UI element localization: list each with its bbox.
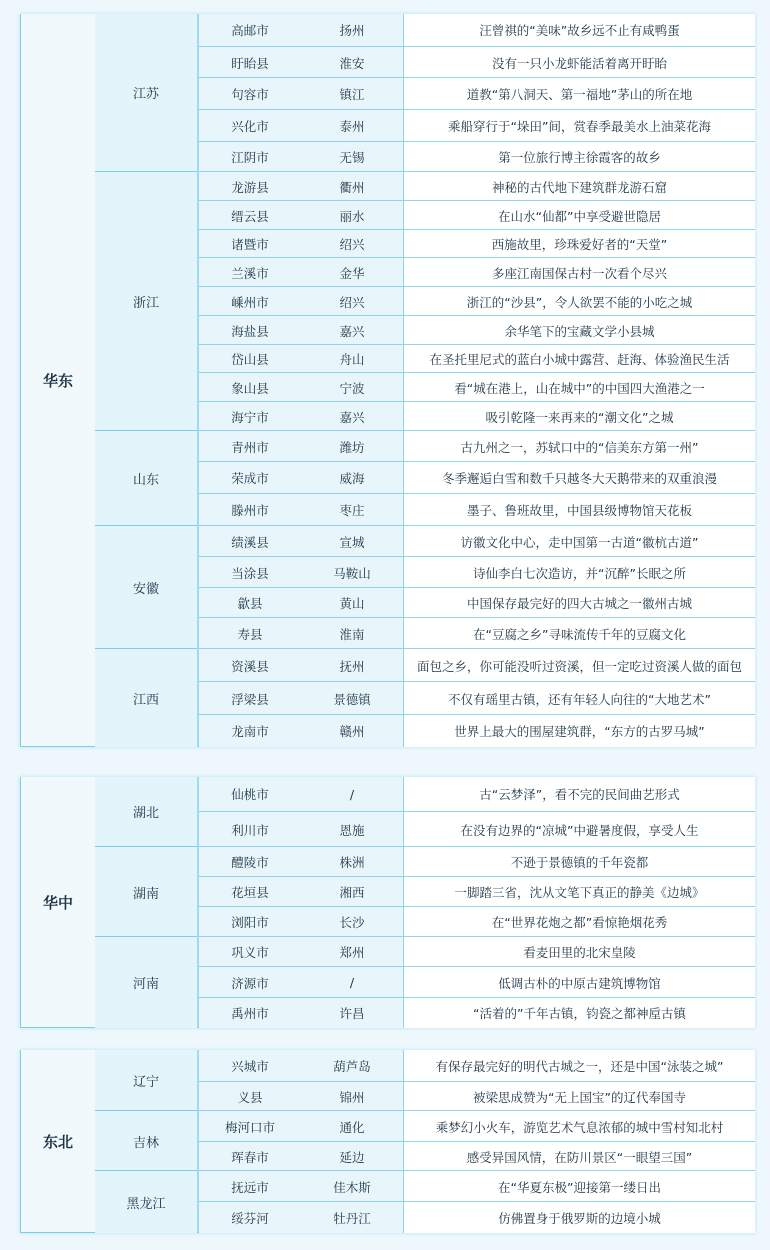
description-cell: 访徽文化中心，走中国第一古道“徽杭古道” — [403, 526, 755, 557]
province-label: 河南 — [95, 936, 197, 1028]
county-cell: 句容市 — [231, 87, 269, 102]
city-cell: 枣庄 — [339, 503, 365, 518]
description-cell: 被梁思成赞为“无上国宝”的辽代奉国寺 — [403, 1082, 755, 1111]
county-cell: 兰溪市 — [231, 265, 269, 281]
description-cell: 多座江南国保古村一次看个尽兴 — [403, 258, 755, 287]
county-cell: 浏阳市 — [231, 915, 269, 930]
city-cell: 泰州 — [339, 119, 365, 134]
county-cell: 滕州市 — [231, 503, 269, 518]
description-cell: 看麦田里的北宋皇陵 — [403, 937, 755, 967]
description-cell: 中国保存最完好的四大古城之一徽州古城 — [403, 588, 755, 618]
column-divider — [197, 14, 199, 746]
county-cell: 岱山县 — [231, 352, 269, 367]
county-cell: 海宁市 — [231, 409, 269, 425]
city-cell: 宁波 — [339, 380, 365, 396]
city-cell: 嘉兴 — [339, 323, 365, 339]
table-row — [199, 430, 755, 462]
region-section — [20, 14, 755, 747]
table-row — [199, 14, 755, 46]
region-section — [20, 1050, 755, 1233]
province-label: 山东 — [95, 430, 197, 526]
region-label: 华中 — [21, 777, 95, 1027]
table-row — [199, 461, 755, 494]
city-cell: / — [349, 975, 355, 990]
city-cell: 无锡 — [339, 150, 365, 165]
province-label: 浙江 — [95, 171, 197, 431]
table-row — [199, 1110, 755, 1142]
city-cell: 株洲 — [339, 855, 365, 870]
table-row — [199, 286, 755, 316]
county-cell: 龙游县 — [231, 179, 269, 195]
county-cell: 兴城市 — [231, 1058, 269, 1074]
description-cell: 看“城在港上，山在城中”的中国四大渔港之一 — [403, 373, 755, 402]
county-cell: 资溪县 — [231, 658, 269, 674]
city-cell: 绍兴 — [339, 294, 365, 310]
table-row — [199, 229, 755, 258]
city-cell: 佳木斯 — [333, 1179, 371, 1195]
county-cell: 盱眙县 — [231, 55, 269, 71]
table-row — [199, 200, 755, 230]
table-row — [199, 966, 755, 998]
description-cell: 一脚踏三省，沈从文笔下真正的静美《边城》 — [403, 877, 755, 907]
city-cell: 抚州 — [339, 658, 365, 674]
county-cell: 浮梁县 — [231, 691, 269, 707]
description-cell: 仿佛置身于俄罗斯的边境小城 — [403, 1202, 755, 1233]
city-cell: 淮南 — [339, 626, 365, 642]
county-cell: 歙县 — [237, 596, 263, 611]
description-cell: 没有一只小龙虾能活着离开盱眙 — [403, 47, 755, 78]
description-cell: 诗仙李白七次造访，并“沉醉”长眠之所 — [403, 557, 755, 588]
description-cell: 神秘的古代地下建筑群龙游石窟 — [403, 172, 755, 201]
county-cell: 荣成市 — [231, 471, 269, 486]
column-divider — [197, 777, 199, 1027]
region-label: 华东 — [21, 14, 95, 746]
county-cell: 利川市 — [231, 822, 269, 838]
region-label: 东北 — [21, 1050, 95, 1232]
table-row — [199, 777, 755, 811]
city-cell: 镇江 — [339, 87, 365, 102]
table-row — [199, 714, 755, 747]
county-cell: 梅河口市 — [224, 1119, 275, 1135]
city-cell: 丽水 — [339, 208, 365, 224]
county-cell: 嵊州市 — [231, 294, 269, 310]
city-cell: 锦州 — [339, 1089, 365, 1105]
county-cell: 巩义市 — [231, 945, 269, 960]
city-cell: 金华 — [339, 265, 365, 281]
county-cell: 兴化市 — [231, 119, 269, 134]
province-label: 江西 — [95, 648, 197, 747]
table-row — [199, 811, 755, 847]
description-cell: 世界上最大的围屋建筑群，“东方的古罗马城” — [403, 715, 755, 747]
city-cell: 衢州 — [339, 179, 365, 195]
description-cell: 乘船穿行于“垛田”间，赏春季最美水上油菜花海 — [403, 110, 755, 142]
county-cell: 禹州市 — [231, 1006, 269, 1021]
county-cell: 寿县 — [237, 626, 263, 642]
table-row — [199, 109, 755, 142]
table-row — [199, 1050, 755, 1081]
description-cell: 在“豆腐之乡”寻味流传千年的豆腐文化 — [403, 618, 755, 649]
table-row — [199, 1170, 755, 1202]
city-cell: 湘西 — [339, 885, 365, 900]
city-cell: 延边 — [339, 1149, 365, 1165]
table-row — [199, 77, 755, 110]
table-row — [199, 617, 755, 649]
province-label: 吉林 — [95, 1110, 197, 1171]
table-row — [199, 876, 755, 907]
province-label: 湖南 — [95, 846, 197, 937]
description-cell: 乘梦幻小火车，游览艺术气息浓郁的城中雪村知北村 — [403, 1111, 755, 1142]
description-cell: 感受异国风情，在防川景区“一眼望三国” — [403, 1142, 755, 1171]
county-cell: 象山县 — [231, 380, 269, 396]
description-cell: 在“世界花炮之都”看惊艳烟花秀 — [403, 907, 755, 937]
county-cell: 海盐县 — [231, 323, 269, 339]
province-label: 黑龙江 — [95, 1170, 197, 1233]
city-cell: 牡丹江 — [333, 1210, 371, 1226]
city-cell: 恩施 — [339, 822, 365, 838]
region-section — [20, 777, 755, 1028]
description-cell: 面包之乡，你可能没听过资溪，但一定吃过资溪人做的面包 — [403, 649, 755, 682]
city-cell: 许昌 — [339, 1006, 365, 1021]
county-cell: 绩溪县 — [231, 534, 269, 550]
description-cell: 在“华夏东极”迎接第一缕日出 — [403, 1171, 755, 1202]
description-cell: 余华笔下的宝藏文学小县城 — [403, 316, 755, 345]
table-row — [199, 1081, 755, 1111]
description-cell: 在山水“仙都”中享受避世隐居 — [403, 201, 755, 230]
city-cell: 宣城 — [339, 534, 365, 550]
city-cell: 黄山 — [339, 596, 365, 611]
table-row — [199, 372, 755, 402]
description-cell: “活着的”千年古镇，钧瓷之都神垕古镇 — [403, 998, 755, 1028]
table-row — [199, 1201, 755, 1233]
province-label: 江苏 — [95, 14, 197, 171]
county-cell: 当涂县 — [231, 565, 269, 581]
county-cell: 缙云县 — [231, 208, 269, 224]
city-cell: 通化 — [339, 1119, 365, 1135]
county-cell: 珲春市 — [231, 1149, 269, 1165]
table-row — [199, 525, 755, 557]
table-row — [199, 997, 755, 1028]
description-cell: 墨子、鲁班故里，中国县级博物馆天花板 — [403, 494, 755, 526]
table-row — [199, 681, 755, 715]
county-cell: 青州市 — [231, 439, 269, 455]
table-row — [199, 1141, 755, 1171]
province-label: 湖北 — [95, 777, 197, 846]
description-cell: 古“云梦泽”，看不完的民间曲艺形式 — [403, 777, 755, 811]
description-cell: 有保存最完好的明代古城之一，还是中国“泳装之城” — [403, 1050, 755, 1081]
table-row — [199, 587, 755, 618]
table-row — [199, 46, 755, 78]
description-cell: 在没有边界的“凉城”中避暑度假，享受人生 — [403, 812, 755, 847]
description-cell: 西施故里，珍珠爱好者的“天堂” — [403, 230, 755, 258]
county-cell: 高邮市 — [231, 23, 269, 38]
city-cell: 马鞍山 — [333, 565, 371, 581]
description-cell: 在圣托里尼式的蓝白小城中露营、赶海、体验渔民生活 — [403, 345, 755, 373]
province-label: 辽宁 — [95, 1050, 197, 1110]
city-cell: 赣州 — [339, 724, 365, 739]
description-cell: 第一位旅行博主徐霞客的故乡 — [403, 142, 755, 172]
table-row — [199, 556, 755, 588]
description-cell: 吸引乾隆一来再来的“潮文化”之城 — [403, 402, 755, 431]
county-cell: 义县 — [237, 1089, 263, 1105]
table-row — [199, 906, 755, 937]
city-cell: / — [349, 786, 355, 802]
description-cell: 古九州之一，苏轼口中的“信美东方第一州” — [403, 431, 755, 462]
city-cell: 郑州 — [339, 945, 365, 960]
table-row — [199, 493, 755, 526]
table-row — [199, 344, 755, 373]
city-cell: 景德镇 — [333, 691, 371, 707]
city-cell: 淮安 — [339, 55, 365, 71]
table-row — [199, 401, 755, 431]
city-cell: 扬州 — [339, 23, 365, 38]
county-cell: 绥芬河 — [231, 1210, 269, 1226]
table-row — [199, 141, 755, 172]
description-cell: 不仅有瑶里古镇，还有年轻人向往的“大地艺术” — [403, 682, 755, 715]
column-divider — [197, 1050, 199, 1232]
city-cell: 葫芦岛 — [333, 1058, 371, 1074]
county-cell: 抚远市 — [231, 1179, 269, 1195]
county-cell: 仙桃市 — [231, 787, 269, 802]
table-row — [199, 648, 755, 682]
table-row — [199, 315, 755, 345]
table-row — [199, 846, 755, 877]
county-cell: 花垣县 — [231, 885, 269, 900]
county-cell: 江阴市 — [231, 150, 269, 165]
description-cell: 冬季邂逅白雪和数千只越冬大天鹅带来的双重浪漫 — [403, 462, 755, 494]
table-row — [199, 936, 755, 967]
city-cell: 潍坊 — [339, 439, 365, 455]
table-row — [199, 171, 755, 201]
province-label: 安徽 — [95, 525, 197, 649]
county-cell: 诸暨市 — [231, 237, 269, 252]
city-cell: 威海 — [339, 471, 365, 486]
city-cell: 舟山 — [339, 352, 365, 367]
description-cell: 浙江的“沙县”，令人欲罢不能的小吃之城 — [403, 287, 755, 316]
county-cell: 龙南市 — [231, 724, 269, 739]
county-cell: 醴陵市 — [231, 855, 269, 870]
city-cell: 嘉兴 — [339, 409, 365, 425]
table-row — [199, 257, 755, 287]
county-cell: 济源市 — [231, 975, 269, 991]
city-cell: 绍兴 — [339, 237, 365, 252]
city-cell: 长沙 — [339, 915, 365, 930]
description-cell: 低调古朴的中原古建筑博物馆 — [403, 967, 755, 998]
description-cell: 汪曾祺的“美味”故乡远不止有咸鸭蛋 — [403, 14, 755, 46]
description-cell: 道教“第八洞天、第一福地”茅山的所在地 — [403, 78, 755, 110]
description-cell: 不逊于景德镇的千年瓷都 — [403, 847, 755, 877]
